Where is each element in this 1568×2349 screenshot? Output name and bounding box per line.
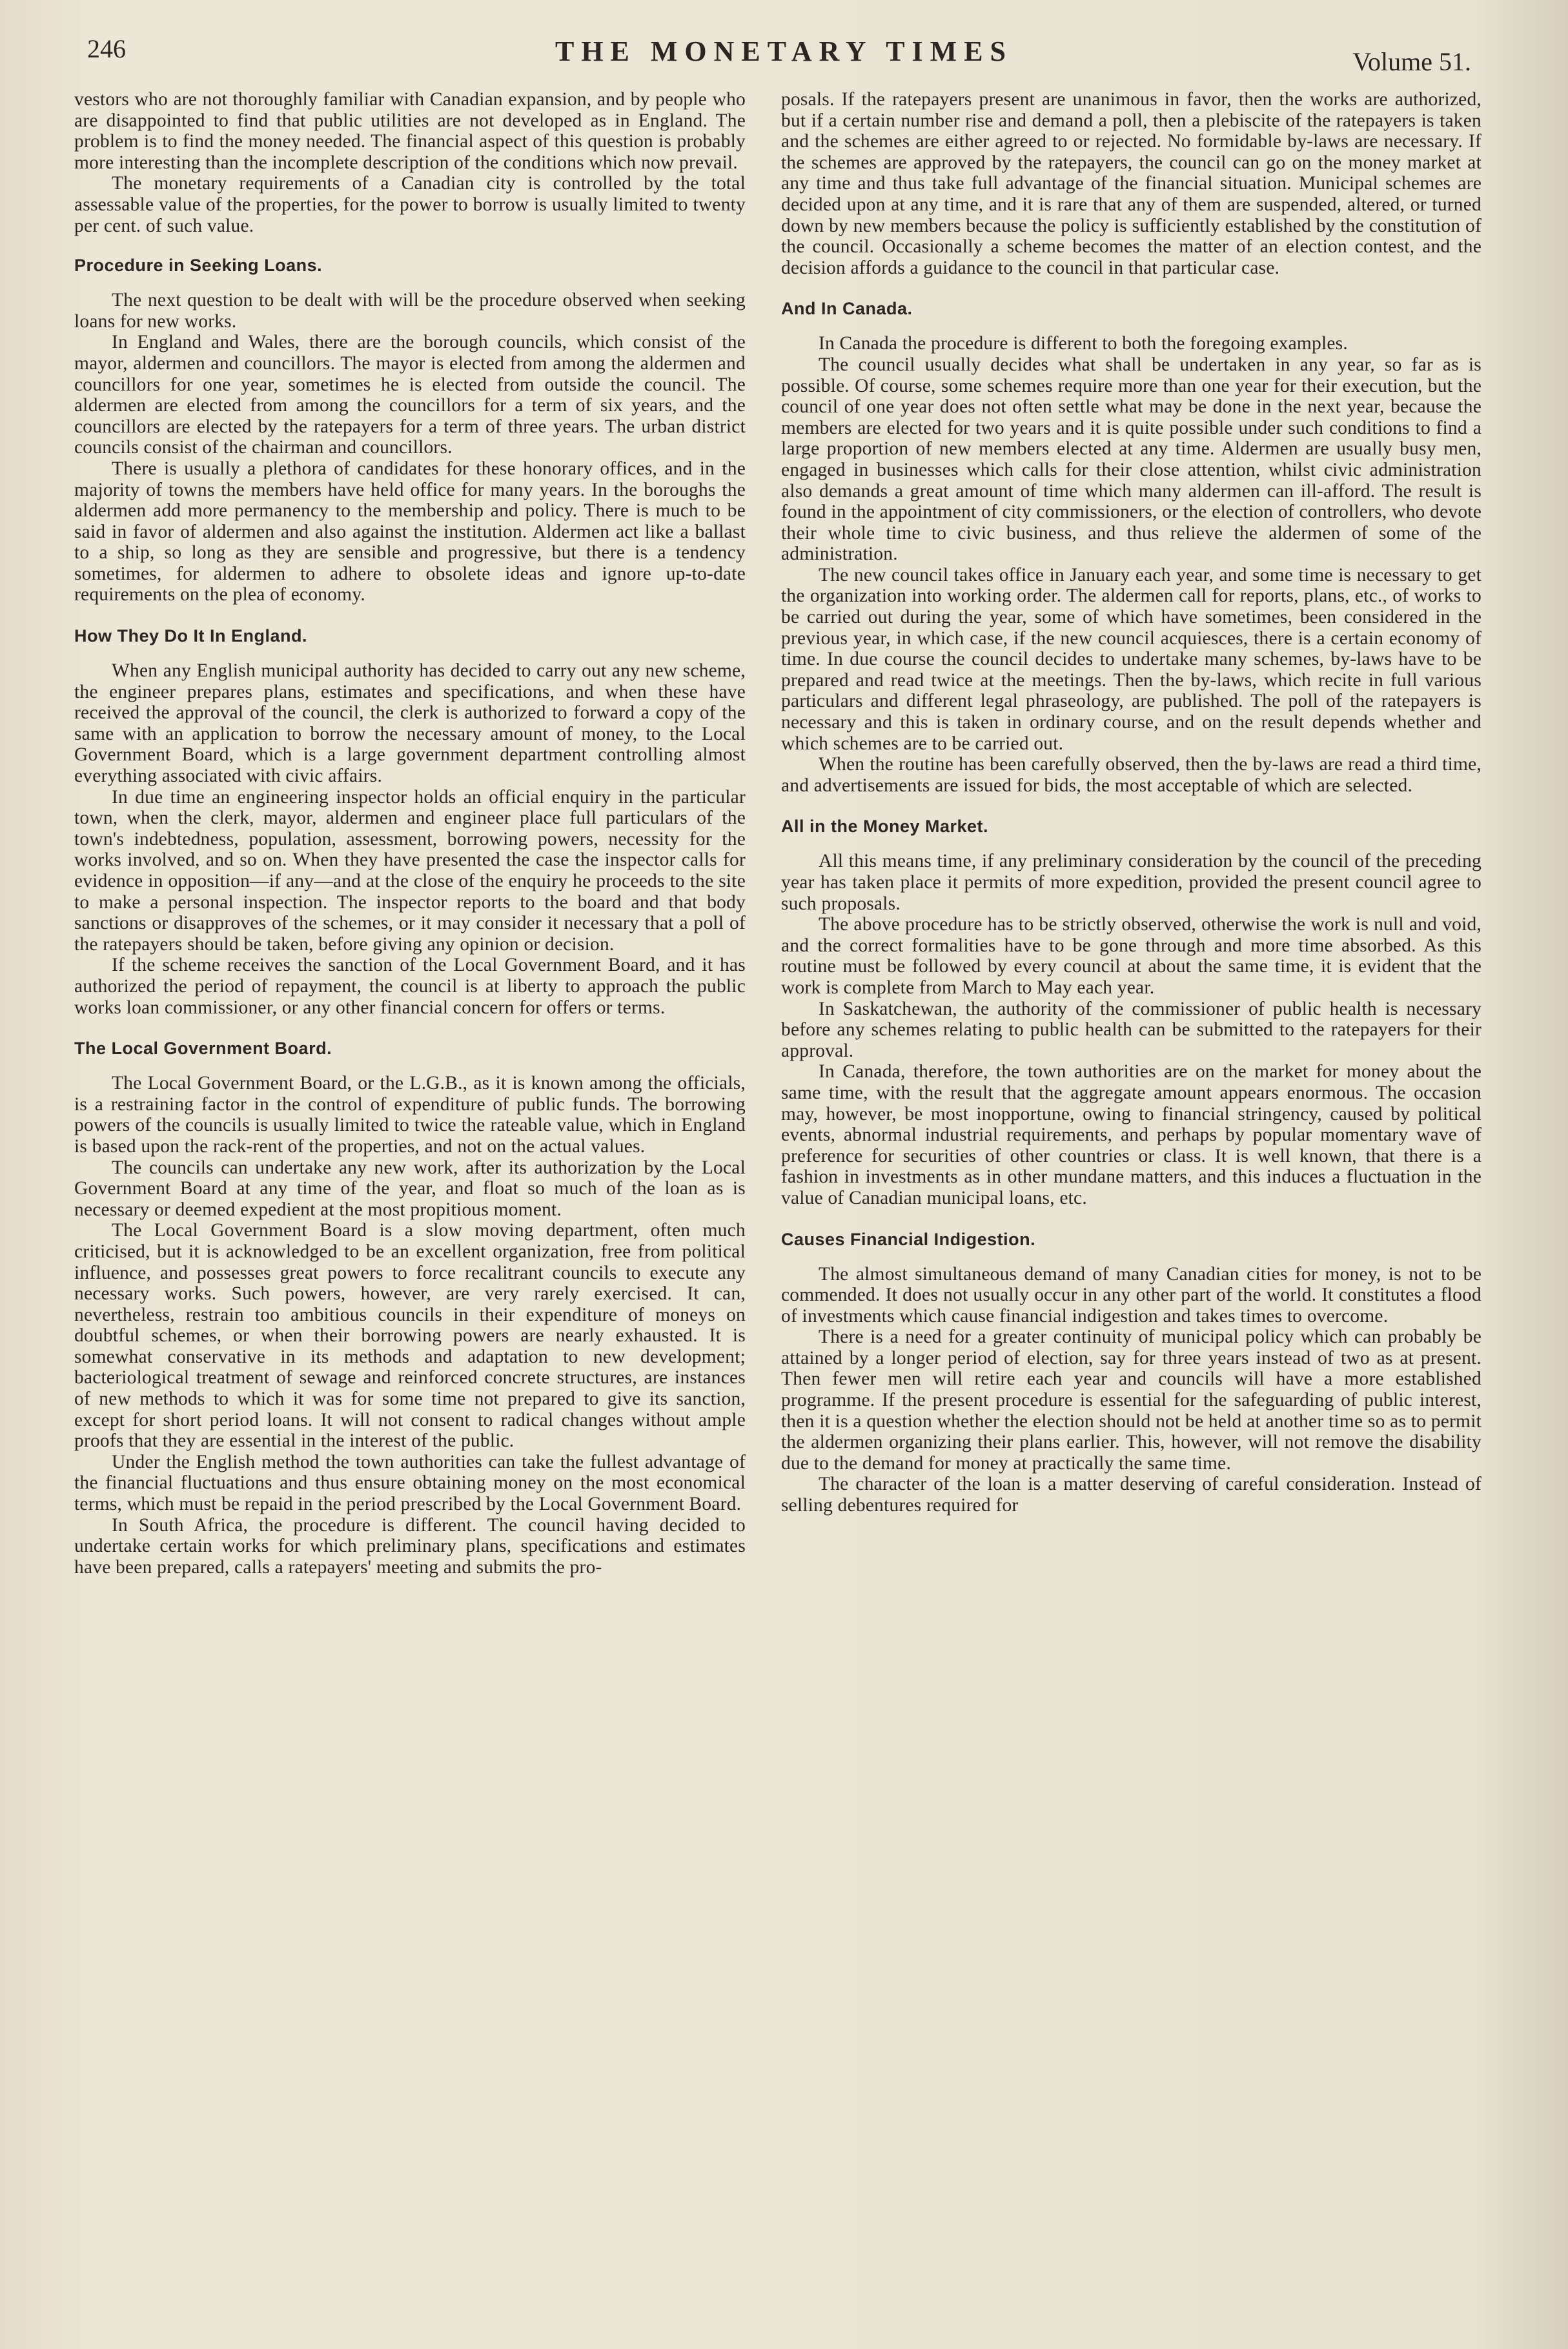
left-column [74, 89, 746, 1578]
paragraph: The above procedure has to be strictly observed, otherwise the work is null and void, and the correct formalities have to be gone through and more time absorbed. As this routine must be followed by every council at about the same time, it is evident that the work is complete from March to May each year. [781, 914, 1481, 998]
right-column [781, 89, 1481, 1516]
paragraph: The monetary requirements of a Canadian city is controlled by the total assessable value of the properties, for the power to borrow is usually limited to twenty per cent. of such value. [74, 173, 746, 236]
paragraph: Under the English method the town authorities can take the fullest advantage of the financial fluctuations and thus ensure obtaining money on the most economical terms, which must be repaid in the period prescribed by the Local Government Board. [74, 1451, 746, 1515]
section-heading: Procedure in Seeking Loans. [74, 256, 323, 276]
paragraph: In due time an engineering inspector holds an official enquiry in the particular town, when the clerk, mayor, aldermen and engineer place full particulars of the town's indebtedness, population, assessment, borrowing powers, necessity for the works involved, and so on. When they have presented the case the inspector calls for evidence in opposition—if any—and at the close of the enquiry he proceeds to the site to make a personal inspection. The inspector reports to the board and that body sanctions or disapproves of the schemes, or it may consider it necessary that a poll of the ratepayers should be taken, before giving any opinion or decision. [74, 786, 746, 955]
paragraph: posals. If the ratepayers present are unanimous in favor, then the works are authorized, but if a certain number rise and demand a poll, then a plebiscite of the ratepayers is taken and the schemes are either agreed to or rejected. No formidable by-laws are necessary. If the schemes are approved by the ratepayers, the council can go on the money market at any time and thus take full advantage of the financial situation. Municipal schemes are decided upon at any time, and it is rare that any of them are suspended, altered, or turned down by new members because the policy is sufficiently established by the constitution of the council. Occasionally a scheme becomes the matter of an election contest, and the decision affords a guidance to the council in that particular case. [781, 89, 1481, 278]
section-heading: And In Canada. [781, 299, 913, 319]
paragraph: There is usually a plethora of candidates for these honorary offices, and in the majority of towns the members have held office for many years. In the boroughs the aldermen add more permanency to the membership and policy. There is much to be said in favor of aldermen and also against the institution. Aldermen act like a ballast to a ship, so long as they are sensible and progressive, but there is a tendency sometimes, for aldermen to adhere to obsolete ideas and ignore up-to-date requirements on the plea of economy. [74, 458, 746, 605]
paragraph: The almost simultaneous demand of many Canadian cities for money, is not to be commended. It does not usually occur in any other part of the world. It constitutes a flood of investments which cause financial indigestion and takes times to overcome. [781, 1263, 1481, 1327]
paragraph: In England and Wales, there are the borough councils, which consist of the mayor, aldermen and councillors. The mayor is elected from among the aldermen and councillors for one year, sometimes he is elected from outside the council. The aldermen are elected from among the councillors for a term of six years, and the councillors are elected by the ratepayers for a term of three years. The urban district councils consist of the chairman and councillors. [74, 332, 746, 458]
paragraph: In Canada, therefore, the town authorities are on the market for money about the same time, with the result that the aggregate amount appears enormous. The occasion may, however, be most inopportune, owing to financial stringency, caused by political events, abnormal industrial requirements, and perhaps by popular momentary wave of preference for securities of other countries or class. It is well known, that there is a fashion in investments as in other mundane matters, and this induces a fluctuation in the value of Canadian municipal loans, etc. [781, 1061, 1481, 1208]
paragraph: There is a need for a greater continuity of municipal policy which can probably be attained by a longer period of election, say for three years instead of two as at present. Then fewer men will retire each year and councils will have a more established programme. If the present procedure is essential for the safeguarding of public interest, then it is a question whether the election should not be held at another time so as to permit the aldermen organizing their plans earlier. This, however, will not remove the disability due to the demand for money at practically the same time. [781, 1327, 1481, 1474]
paragraph: In Saskatchewan, the authority of the commissioner of public health is necessary before any schemes relating to public health can be submitted to the ratepayers for their approval. [781, 998, 1481, 1061]
paragraph: In South Africa, the procedure is different. The council having decided to undertake certain works for which preliminary plans, specifications and estimates have been prepared, calls a ratepayers' meeting and submits the pro- [74, 1514, 746, 1578]
page-number: 246 [87, 34, 126, 63]
volume-label: Volume 51. [1352, 47, 1471, 76]
paragraph: The next question to be dealt with will be the procedure observed when seeking loans for new works. [74, 290, 746, 332]
section-heading: All in the Money Market. [781, 817, 989, 837]
section-heading: Causes Financial Indigestion. [781, 1229, 1036, 1249]
paragraph: The council usually decides what shall be undertaken in any year, so far as is possible. Of course, some schemes require more than one year for their execution, but the council of one year does not often settle what may be done in the next year, because the members are elected for two years and it is quite possible under such conditions to find a large proportion of new members elected at any time. Aldermen are usually busy men, engaged in businesses which calls for their close attention, whilst civic administration also demands a great amount of time which many aldermen can ill-afford. The result is found in the appointment of city commissioners, or the election of controllers, who devote their whole time to civic business, and thus relieve the aldermen of some of the administration. [781, 354, 1481, 565]
paragraph: When the routine has been carefully observed, then the by-laws are read a third time, and advertisements are issued for bids, the most acceptable of which are selected. [781, 754, 1481, 796]
paragraph: If the scheme receives the sanction of the Local Government Board, and it has authorized the period of repayment, the council is at liberty to approach the public works loan commissioner, or any other financial concern for offers or terms. [74, 955, 746, 1018]
paragraph: The councils can undertake any new work, after its authorization by the Local Government Board at any time of the year, and float so much of the loan as is necessary or deemed expedient at the most propitious moment. [74, 1157, 746, 1220]
section-heading: How They Do It In England. [74, 626, 307, 646]
page-header [0, 34, 1568, 79]
paragraph: The Local Government Board is a slow moving department, often much criticised, but it is acknowledged to be an excellent organization, free from political influence, and possesses great powers to force recalitrant councils to execute any necessary works. Such powers, however, are very rarely exercised. It can, nevertheless, restrain too ambitious councils in their expenditure of moneys on doubtful schemes, or when their borrowing powers are nearly exhausted. It is somewhat conservative in its methods and adaptation to new development; bacteriological treatment of sewage and reinforced concrete structures, are instances of new methods to which it was for some time not prepared to give its sanction, except for short period loans. It will not consent to radical changes without ample proofs that they are essential in the interest of the public. [74, 1220, 746, 1452]
section-heading: The Local Government Board. [74, 1039, 332, 1059]
paragraph: The character of the loan is a matter deserving of careful consideration. Instead of selling debentures required for [781, 1474, 1481, 1516]
paragraph: vestors who are not thoroughly familiar with Canadian expansion, and by people who are disappointed to find that public utilities are not developed as in England. The problem is to find the money needed. The financial aspect of this question is probably more interesting than the incomplete description of the conditions which now prevail. [74, 89, 746, 173]
publication-title: THE MONETARY TIMES [555, 36, 1013, 67]
paragraph: The new council takes office in January each year, and some time is necessary to get the organization into working order. The aldermen call for reports, plans, etc., of works to be carried out during the year, some of which have sometimes, been considered in the previous year, in which case, if the new council acquiesces, there is a certain economy of time. In due course the council decides to undertake many schemes, by-laws have to be prepared and read twice at the meetings. Then the by-laws, which recite in full various particulars and different legal phraseology, are published. The poll of the ratepayers is necessary and this is taken in ordinary course, and on the result depends whether and which schemes are to be carried out. [781, 564, 1481, 754]
paragraph: In Canada the procedure is different to both the foregoing examples. [819, 333, 1348, 354]
paragraph: When any English municipal authority has decided to carry out any new scheme, the engineer prepares plans, estimates and specifications, and when these have received the approval of the council, the clerk is authorized to forward a copy of the same with an application to borrow the necessary amount of money, to the Local Government Board, which is a large government department controlling almost everything associated with civic affairs. [74, 660, 746, 787]
paragraph: All this means time, if any preliminary consideration by the council of the preceding year has taken place it permits of more expedition, provided the present council agree to such proposals. [781, 851, 1481, 914]
paragraph: The Local Government Board, or the L.G.B., as it is known among the officials, is a restraining factor in the control of expenditure of public funds. The borrowing powers of the councils is usually limited to twice the rateable value, which in England is based upon the rack-rent of the properties, and not on the actual values. [74, 1073, 746, 1157]
